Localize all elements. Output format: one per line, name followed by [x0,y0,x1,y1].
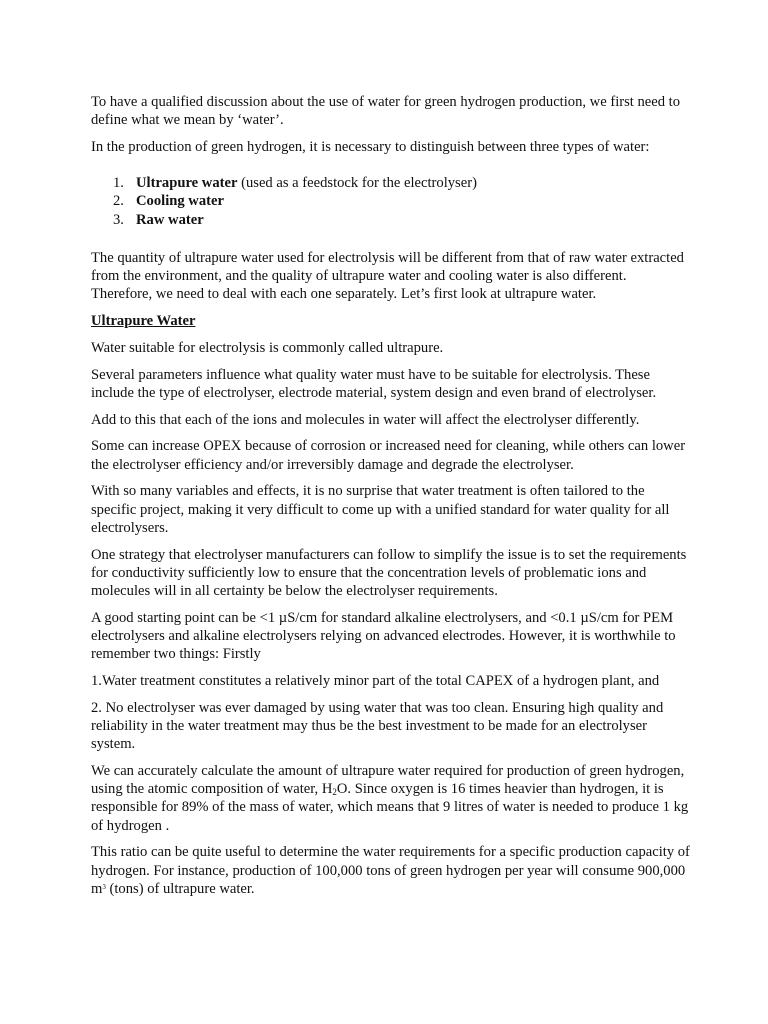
list-item-number: 1. [113,175,124,192]
calculation-paragraph [91,762,691,835]
ratio-paragraph [91,843,691,898]
water-types-list [91,174,691,229]
section-paragraph-5: With so many variables and effects, it is no surprise that water treatment is often tailored to the specific project, making it very difficult to come up with a unified standard for water quality for all electrolysers. [91,483,670,536]
calc-text-after: O. Since oxygen is 16 times heavier than hydrogen, it is responsible for 89% of the mass of water, which means that 9 litres of water is needed to produce 1 kg of hydrogen . [91,781,689,834]
list-item-number: 3. [113,211,124,228]
after-list-paragraph: The quantity of ultrapure water used for electrolysis will be different from that of raw water extracted from the environment, and the quality of ultrapure water and cooling water is also different. Therefore, we need to deal with each one separately. Let’s first look at ultrapure water. [91,249,684,303]
intro-paragraph-2: In the production of green hydrogen, it is necessary to distinguish between three types of water: [91,139,650,155]
document-body [91,93,691,907]
list-item [91,211,691,229]
section-paragraph-6: One strategy that electrolyser manufacturers can follow to simplify the issue is to set the requirements for conductivity sufficiently low to ensure that the concentration levels of problematic ions and molecules will in all certainty be below the electrolyser requirements. [91,546,687,599]
list-item-bold: Raw water [136,211,204,228]
section-paragraph-3: Add to this that each of the ions and molecules in water will affect the electrolyser differently. [91,411,640,428]
section-paragraph-8: 1.Water treatment constitutes a relatively minor part of the total CAPEX of a hydrogen plant, and [91,672,660,689]
ratio-text-after: (tons) of ultrapure water. [105,880,255,897]
section-paragraph-9: 2. No electrolyser was ever damaged by using water that was too clean. Ensuring high quality and reliability in the water treatment may thus be the best investment to be made for an electrolyser system. [91,699,664,753]
list-item-bold: Cooling water [136,193,224,210]
ratio-superscript: 3 [102,882,106,891]
calc-text-before: We can accurately calculate the amount of ultrapure water required for production of green hydrogen, using the atomic composition of water, H [91,762,685,798]
section-paragraph-7: A good starting point can be <1 µS/cm for standard alkaline electrolysers, and <0.1 µS/cm for PEM electrolysers and alkaline electrolysers relying on advanced electrodes. However, it is worthwhile to remember two things: Firstly [91,609,676,663]
calc-subscript: 2 [332,787,337,798]
list-item-number: 2. [113,193,124,210]
section-paragraph-4: Some can increase OPEX because of corrosion or increased need for cleaning, while others can lower the electrolyser efficiency and/or irreversibly damage and degrade the electrolyser. [91,438,686,473]
section-paragraph-2: Several parameters influence what quality water must have to be suitable for electrolysis. These include the type of electrolyser, electrode material, system design and even brand of electrolyser. [91,366,657,401]
list-item [91,192,691,210]
section-heading: Ultrapure Water [91,312,196,329]
list-item-rest: (used as a feedstock for the electrolyser) [237,175,477,192]
list-item-bold: Ultrapure water [136,175,238,192]
intro-paragraph-1: To have a qualified discussion about the use of water for green hydrogen production, we first need to define what we mean by ‘water’. [91,94,681,129]
list-item [91,174,691,192]
section-paragraph-1: Water suitable for electrolysis is commonly called ultrapure. [91,339,444,356]
ratio-text-before: This ratio can be quite useful to determine the water requirements for a specific production capacity of hydrogen. For instance, production of 100,000 tons of green hydrogen per year will consume 900,000 m [91,844,690,897]
